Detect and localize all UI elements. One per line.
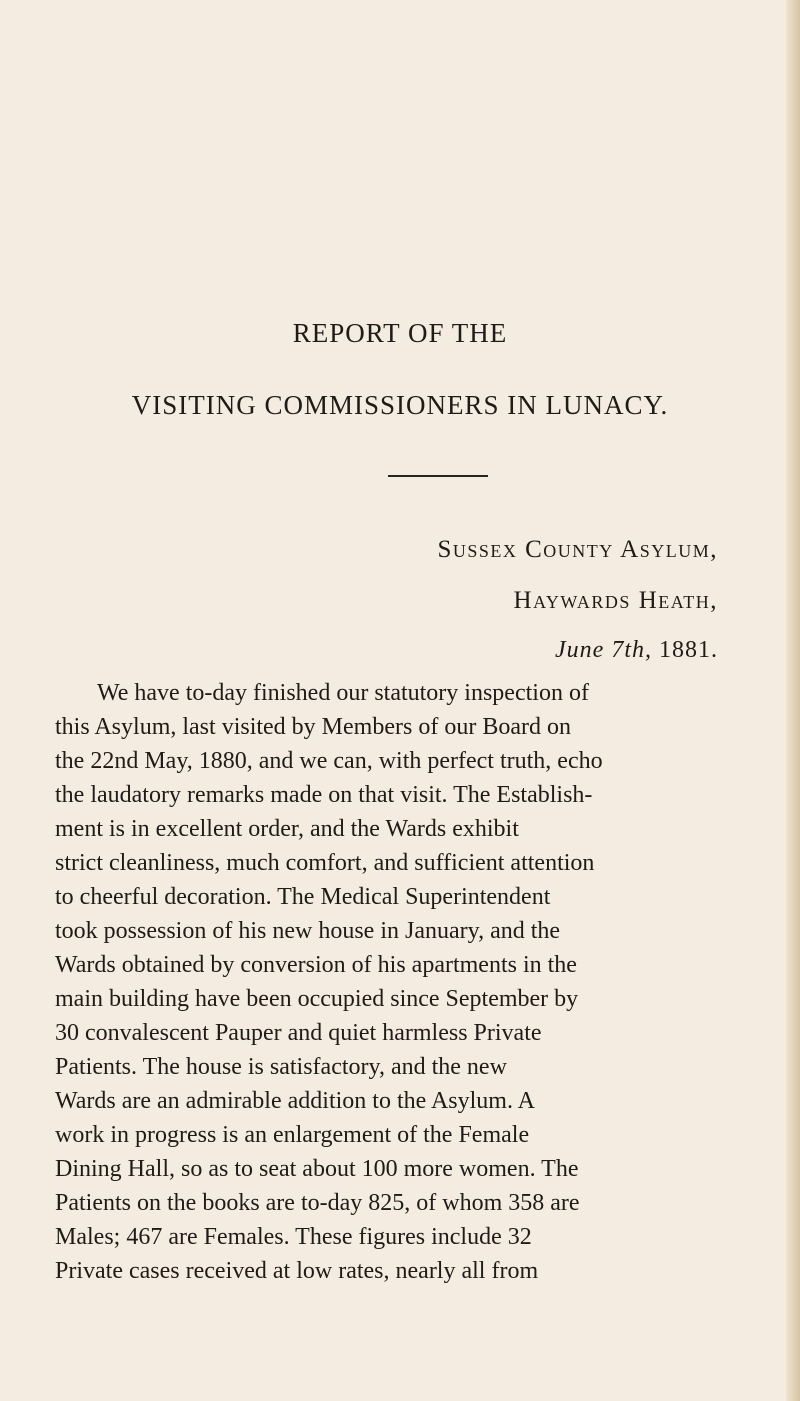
body-line: main building have been occupied since September by <box>55 986 579 1012</box>
body-line: Private cases received at low rates, nearly all from <box>55 1258 539 1284</box>
report-date-year: 1881. <box>659 637 718 663</box>
report-body <box>55 676 745 1288</box>
body-line: the laudatory remarks made on that visit. The Establish- <box>55 782 593 808</box>
body-line: the 22nd May, 1880, and we can, with perfect truth, echo <box>55 748 603 774</box>
body-line: Dining Hall, so as to seat about 100 more women. The <box>55 1156 579 1182</box>
report-date <box>555 638 718 662</box>
body-line: work in progress is an enlargement of the Female <box>55 1122 530 1148</box>
body-line: Males; 467 are Females. These figures include 32 <box>55 1224 532 1250</box>
body-line: Wards obtained by conversion of his apartments in the <box>55 952 577 978</box>
body-line: strict cleanliness, much comfort, and sufficient attention <box>55 850 595 876</box>
body-line: Patients. The house is satisfactory, and the new <box>55 1054 507 1080</box>
report-date-day: June 7th, <box>555 637 652 663</box>
report-title: REPORT OF THE <box>292 318 508 348</box>
body-line: this Asylum, last visited by Members of our Board on <box>55 714 571 740</box>
body-line: to cheerful decoration. The Medical Superintendent <box>55 884 551 910</box>
body-line: Wards are an admirable addition to the Asylum. A <box>55 1088 535 1114</box>
section-divider <box>388 475 488 477</box>
report-subtitle: VISITING COMMISSIONERS IN LUNACY. <box>131 390 669 420</box>
body-line: Patients on the books are to-day 825, of whom 358 are <box>55 1190 580 1216</box>
page-edge <box>786 0 800 1401</box>
body-line: ment is in excellent order, and the Wards exhibit <box>55 816 519 842</box>
body-line: We have to-day finished our statutory inspection of <box>97 680 589 706</box>
address-line-asylum: Sussex County Asylum, <box>437 536 718 563</box>
address-line-place: Haywards Heath, <box>513 587 718 614</box>
body-line: 30 convalescent Pauper and quiet harmless Private <box>55 1020 542 1046</box>
body-line: took possession of his new house in January, and the <box>55 918 561 944</box>
